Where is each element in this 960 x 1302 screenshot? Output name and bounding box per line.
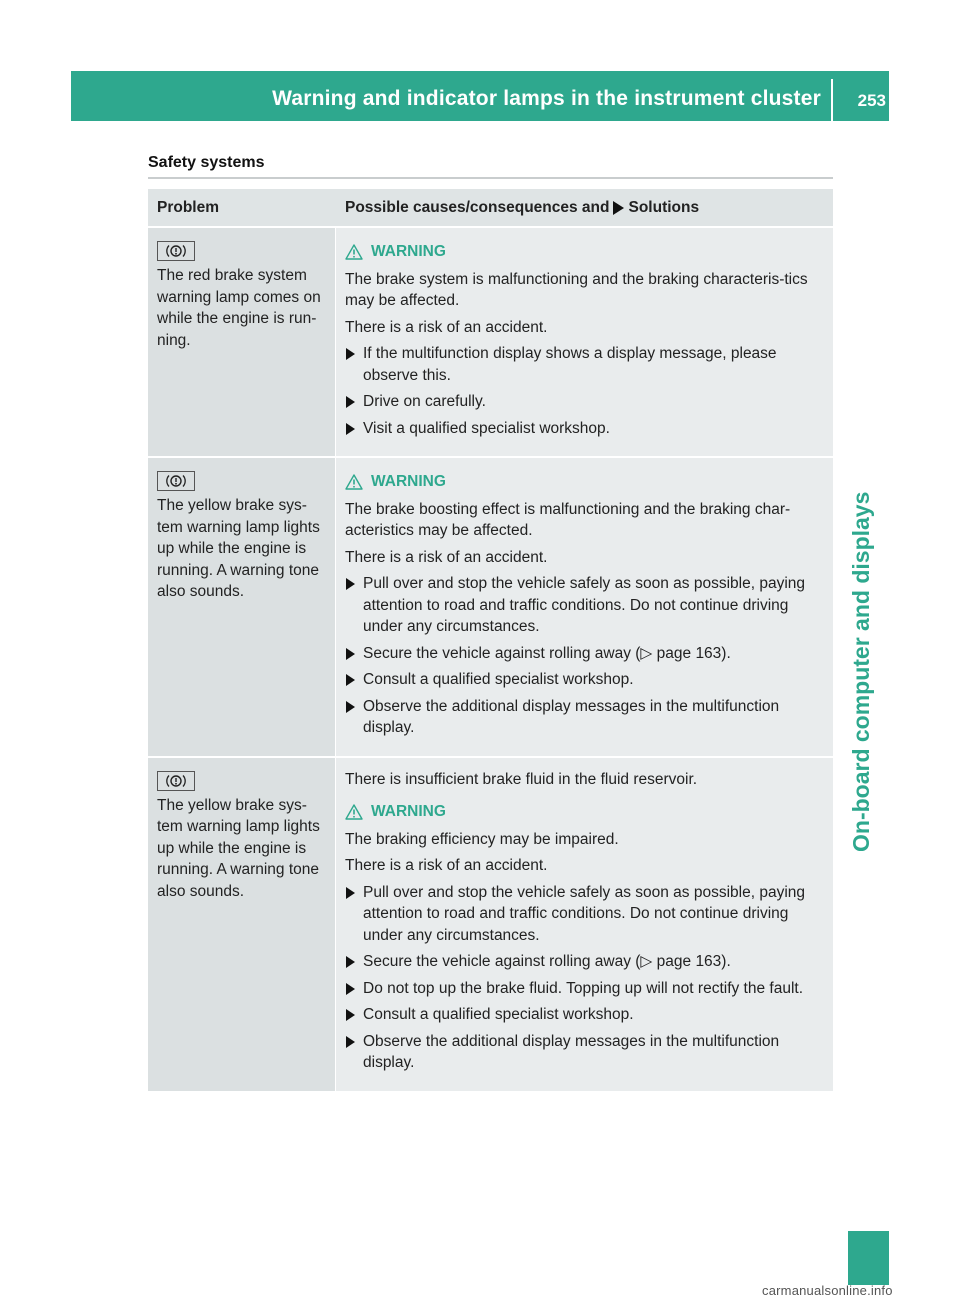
step-arrow-icon bbox=[346, 887, 355, 899]
solution-step bbox=[345, 343, 825, 386]
table-row bbox=[148, 758, 833, 1091]
step-text: Drive on carefully. bbox=[363, 393, 486, 410]
step-arrow-icon bbox=[346, 701, 355, 713]
step-arrow-icon bbox=[346, 1009, 355, 1021]
side-tab-marker bbox=[848, 1231, 889, 1285]
play-arrow-icon bbox=[613, 201, 624, 215]
header-solutions bbox=[336, 189, 833, 226]
warning-triangle-icon bbox=[345, 244, 371, 260]
brake-warning-icon bbox=[157, 771, 195, 791]
brake-warning-icon bbox=[157, 241, 195, 261]
step-arrow-icon bbox=[346, 648, 355, 660]
header-problem: Problem bbox=[148, 189, 336, 226]
header-solutions-prefix: Possible causes/consequences and bbox=[345, 199, 610, 217]
safety-systems-table bbox=[148, 187, 833, 1093]
page-header bbox=[71, 71, 889, 121]
header-divider bbox=[831, 79, 833, 121]
warning-heading bbox=[345, 241, 825, 263]
warning-label: WARNING bbox=[371, 243, 446, 260]
solution-cell bbox=[336, 758, 833, 1091]
warning-text: There is a risk of an accident. bbox=[345, 548, 548, 566]
table-header-row bbox=[148, 189, 833, 226]
solution-step bbox=[345, 418, 825, 440]
solution-step bbox=[345, 1031, 825, 1074]
step-text: Consult a qualified specialist workshop. bbox=[363, 1006, 634, 1023]
warning-label: WARNING bbox=[371, 803, 446, 820]
table-row bbox=[148, 458, 833, 756]
side-tab bbox=[840, 140, 889, 860]
solution-cell bbox=[336, 458, 833, 756]
brake-warning-icon bbox=[157, 471, 195, 491]
step-arrow-icon bbox=[346, 348, 355, 360]
warning-heading bbox=[345, 801, 825, 823]
step-arrow-icon bbox=[346, 1036, 355, 1048]
warning-text: There is a risk of an accident. bbox=[345, 318, 548, 336]
problem-cell bbox=[148, 228, 336, 456]
solution-step bbox=[345, 1004, 825, 1026]
step-text: Do not top up the brake fluid. Topping up will not rectify the fault. bbox=[363, 979, 804, 997]
warning-text: The brake system is malfunctioning and the braking characteris-tics may be affected. bbox=[345, 270, 808, 309]
warning-triangle-icon bbox=[345, 474, 371, 490]
step-text: Consult a qualified specialist workshop. bbox=[363, 671, 634, 688]
step-arrow-icon bbox=[346, 578, 355, 590]
section-divider bbox=[148, 177, 833, 179]
step-text: Secure the vehicle against rolling away (▷ page 163). bbox=[363, 644, 731, 662]
header-title: Warning and indicator lamps in the instrument cluster bbox=[272, 87, 821, 110]
watermark: carmanualsonline.info bbox=[762, 1283, 893, 1298]
problem-text: The yellow brake sys-tem warning lamp lights up while the engine is running. A warning tone also sounds. bbox=[157, 796, 320, 900]
warning-label: WARNING bbox=[371, 473, 446, 490]
solution-step bbox=[345, 643, 825, 665]
step-text: Secure the vehicle against rolling away (▷ page 163). bbox=[363, 953, 731, 970]
solution-step bbox=[345, 391, 825, 413]
problem-text: The yellow brake sys-tem warning lamp lights up while the engine is running. A warning tone also sounds. bbox=[157, 497, 320, 600]
step-arrow-icon bbox=[346, 983, 355, 995]
step-arrow-icon bbox=[346, 956, 355, 968]
step-arrow-icon bbox=[346, 396, 355, 408]
cause-text: There is insufficient brake fluid in the fluid reservoir. bbox=[345, 770, 698, 788]
warning-triangle-icon bbox=[345, 804, 371, 820]
problem-cell bbox=[148, 758, 336, 1091]
step-text: If the multifunction display shows a display message, please observe this. bbox=[363, 345, 777, 384]
solution-steps bbox=[345, 343, 825, 439]
solution-step bbox=[345, 573, 825, 638]
step-text: Pull over and stop the vehicle safely as soon as possible, paying attention to road and traffic conditions. Do not continue driving under any circumstances. bbox=[363, 575, 806, 635]
table-row bbox=[148, 228, 833, 456]
side-tab-label: On-board computer and displays bbox=[848, 491, 874, 852]
solution-step bbox=[345, 669, 825, 691]
solution-steps bbox=[345, 573, 825, 739]
page-number: 253 bbox=[857, 91, 886, 110]
solution-step bbox=[345, 978, 825, 1000]
step-text: Pull over and stop the vehicle safely as soon as possible, paying attention to road and traffic conditions. Do not continue driving under any circumstances. bbox=[363, 883, 806, 944]
problem-text: The red brake system warning lamp comes on while the engine is run-ning. bbox=[157, 267, 321, 349]
solution-step bbox=[345, 882, 825, 947]
warning-text: The brake boosting effect is malfunctioning and the braking char-acteristics may be affected. bbox=[345, 500, 791, 539]
solution-steps bbox=[345, 882, 825, 1074]
step-text: Observe the additional display messages in the multifunction display. bbox=[363, 1032, 780, 1071]
section-title: Safety systems bbox=[148, 154, 265, 171]
step-text: Observe the additional display messages in the multifunction display. bbox=[363, 697, 780, 736]
step-arrow-icon bbox=[346, 423, 355, 435]
warning-text: The braking efficiency may be impaired. bbox=[345, 830, 619, 848]
step-arrow-icon bbox=[346, 674, 355, 686]
warning-text: There is a risk of an accident. bbox=[345, 857, 548, 874]
warning-heading bbox=[345, 471, 825, 493]
header-solutions-suffix: Solutions bbox=[628, 199, 700, 217]
problem-cell bbox=[148, 458, 336, 756]
solution-step bbox=[345, 951, 825, 973]
solution-step bbox=[345, 696, 825, 739]
step-text: Visit a qualified specialist workshop. bbox=[363, 419, 610, 437]
solution-cell bbox=[336, 228, 833, 456]
